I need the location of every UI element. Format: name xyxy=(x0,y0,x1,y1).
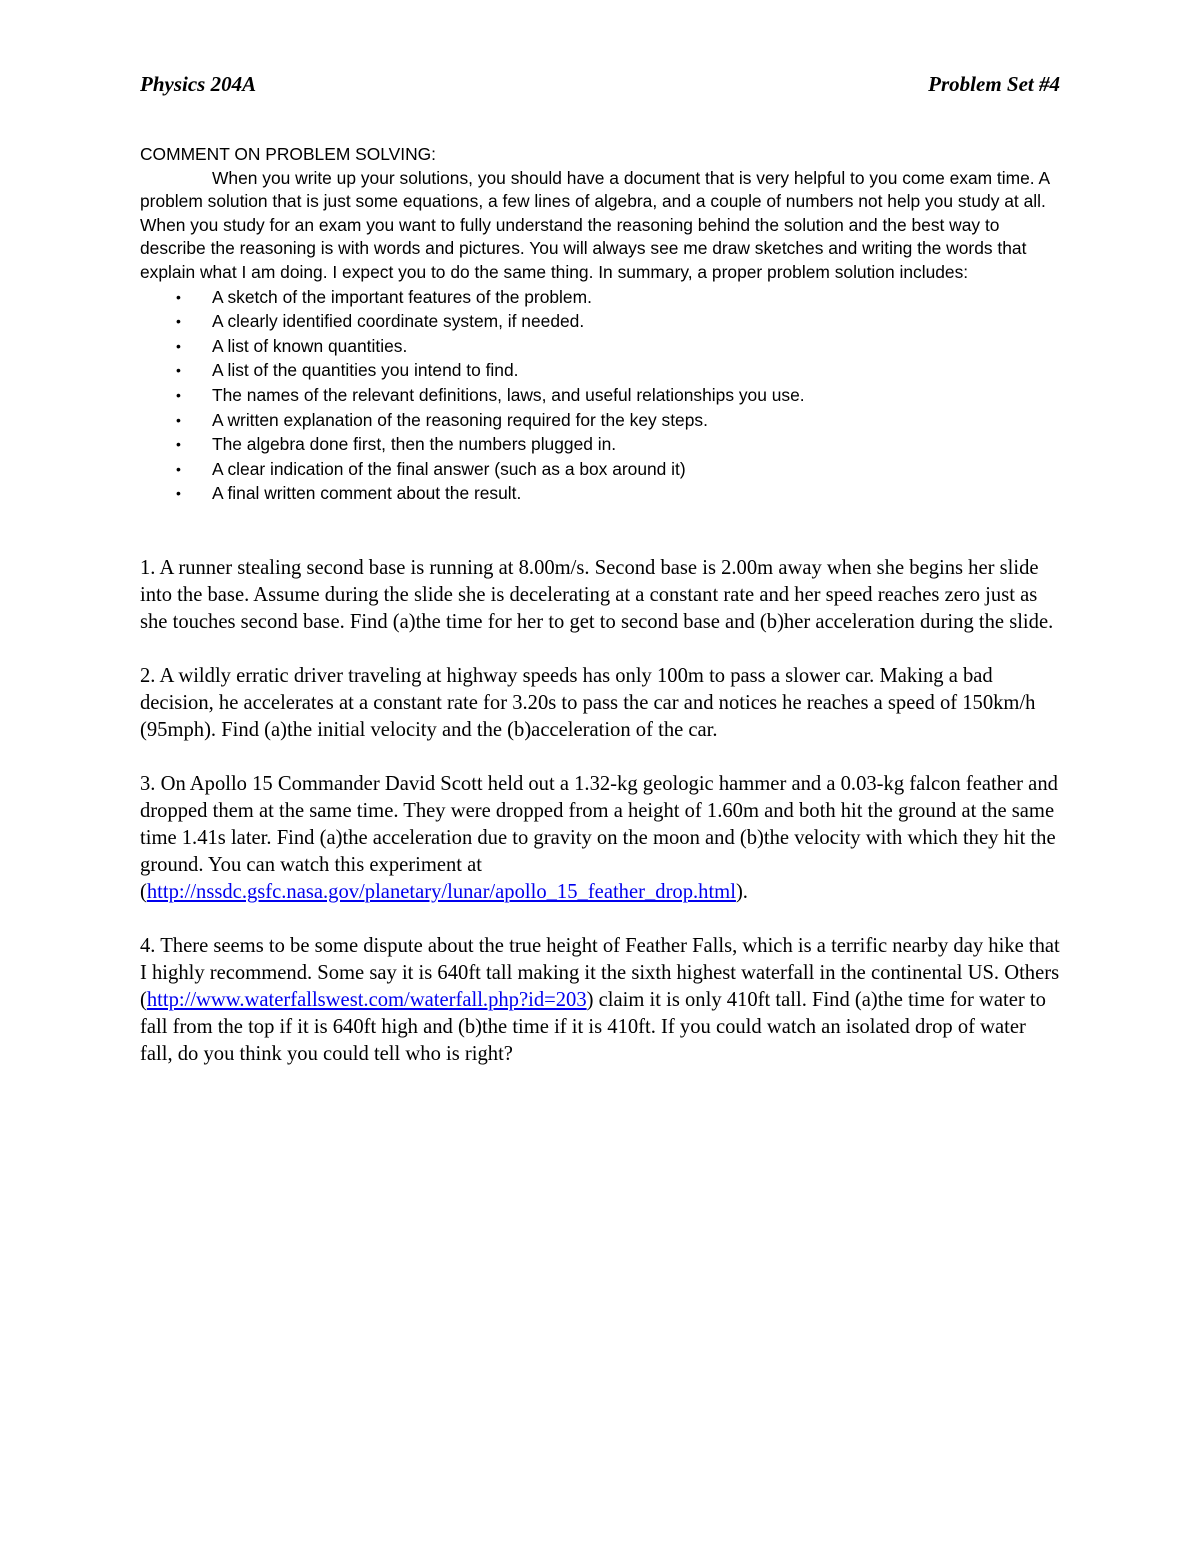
list-item xyxy=(176,309,1065,334)
page-header xyxy=(140,72,1060,104)
bullet-icon: • xyxy=(176,460,181,477)
list-item-text: A written explanation of the reasoning required for the key steps. xyxy=(212,409,708,430)
problem-3-after: ). xyxy=(735,881,748,903)
comment-heading: COMMENT ON PROBLEM SOLVING: xyxy=(140,144,437,164)
bullet-icon: • xyxy=(176,362,181,379)
list-item xyxy=(176,383,1065,408)
solution-checklist xyxy=(140,285,1065,506)
list-item xyxy=(176,432,1065,457)
list-item-text: A list of known quantities. xyxy=(212,335,408,356)
bullet-icon: • xyxy=(176,386,181,403)
bullet-icon: • xyxy=(176,313,181,330)
problem-3 xyxy=(140,771,1060,906)
problem-4-text: 4. There seems to be some dispute about the true height of Feather Falls, which is a terrific nearby day hike that I highly recommend. Some say it is 640ft tall making it the sixth highest waterfall in the continental US. Others ( xyxy=(140,935,1060,1011)
list-item-text: The names of the relevant definitions, laws, and useful relationships you use. xyxy=(212,384,805,405)
list-item-text: A list of the quantities you intend to find. xyxy=(212,360,519,381)
bullet-icon: • xyxy=(176,411,181,428)
apollo-feather-drop-link[interactable]: http://nssdc.gsfc.nasa.gov/planetary/lunar/apollo_15_feather_drop.html xyxy=(146,881,736,903)
comment-paragraph: When you write up your solutions, you should have a document that is very helpful to you come exam time. A problem solution that is just some equations, a few lines of algebra, and a couple of numbers not help you study at all. When you study for an exam you want to fully understand the reasoning behind the solution and the best way to describe the reasoning is with words and pictures. You will always see me draw sketches and writing the words that explain what I am doing. I expect you to do the same thing. In summary, a proper problem solution includes: xyxy=(140,167,1050,282)
problem-solving-comment xyxy=(140,143,1065,506)
waterfalls-west-link[interactable]: http://www.waterfallswest.com/waterfall.php?id=203 xyxy=(146,989,587,1011)
list-item-text: A clearly identified coordinate system, if needed. xyxy=(212,311,585,332)
list-item-text: A clear indication of the final answer (such as a box around it) xyxy=(212,458,686,479)
problem-2: 2. A wildly erratic driver traveling at highway speeds has only 100m to pass a slower car. Making a bad decision, he accelerates at a constant rate for 3.20s to pass the car and notices he reaches a speed of 150km/h (95mph). Find (a)the initial velocity and the (b)acceleration of the car. xyxy=(140,665,1036,741)
problem-list xyxy=(140,555,1060,1095)
bullet-icon: • xyxy=(176,485,181,502)
course-title: Physics 204A xyxy=(140,72,257,96)
list-item-text: A final written comment about the result. xyxy=(212,483,522,504)
bullet-icon: • xyxy=(176,288,181,305)
list-item-text: A sketch of the important features of the problem. xyxy=(212,286,592,307)
problem-1: 1. A runner stealing second base is running at 8.00m/s. Second base is 2.00m away when she begins her slide into the base. Assume during the slide she is decelerating at a constant rate and her speed reaches zero just as she touches second base. Find (a)the time for her to get to second base and (b)her acceleration during the slide. xyxy=(140,557,1054,633)
list-item xyxy=(176,358,1065,383)
list-item xyxy=(176,285,1065,310)
list-item xyxy=(176,408,1065,433)
bullet-icon: • xyxy=(176,337,181,354)
list-item-text: The algebra done first, then the numbers plugged in. xyxy=(212,434,617,455)
list-item xyxy=(176,334,1065,359)
bullet-icon: • xyxy=(176,436,181,453)
problem-4-after: ) claim it is only 410ft tall. Find (a)the time for water to fall from the top if it is 640ft high and (b)the time if it is 410ft. If you could watch an isolated drop of water fall, do you think you could tell who is right? xyxy=(140,989,1046,1065)
list-item xyxy=(176,481,1065,506)
list-item xyxy=(176,457,1065,482)
problem-set-title: Problem Set #4 xyxy=(928,72,1060,96)
problem-4 xyxy=(140,933,1060,1068)
problem-3-text: 3. On Apollo 15 Commander David Scott held out a 1.32-kg geologic hammer and a 0.03-kg falcon feather and dropped them at the same time. They were dropped from a height of 1.60m and both hit the ground at the same time 1.41s later. Find (a)the acceleration due to gravity on the moon and (b)the velocity with which they hit the ground. You can watch this experiment at ( xyxy=(140,773,1058,903)
